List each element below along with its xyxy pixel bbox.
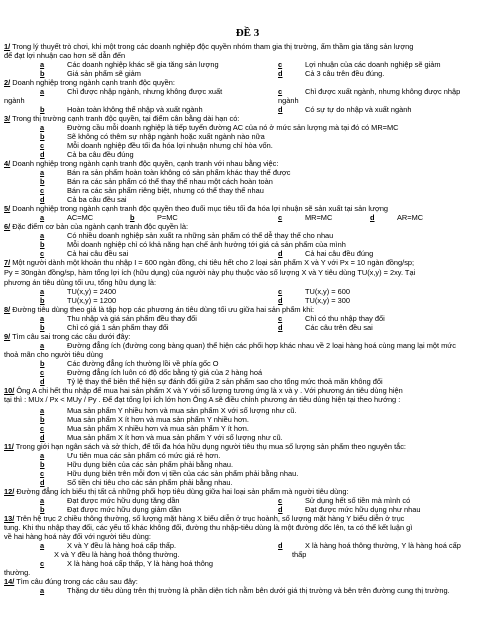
answer-option	[40, 341, 456, 350]
option-letter: d	[278, 296, 283, 305]
question-number: 1/	[4, 42, 11, 51]
question-text: tung. Khi thu nhập thay đổi, các yếu tố khác không đổi, đường thu nhập-tiêu dùng là một đường dốc lên, ta có thể kết luận gì	[4, 523, 413, 532]
option-letter: c	[278, 314, 283, 323]
option-text: Đạt được mức hữu dụng giảm dần	[67, 505, 182, 514]
option-letter: a	[40, 451, 45, 460]
question-number: 14/	[4, 577, 15, 586]
question-stem	[4, 577, 491, 586]
option-letter: c	[40, 368, 45, 377]
question-text: Doanh nghiệp trong ngành cạnh tranh độc quyền, cạnh tranh với nhau bằng việc:	[10, 159, 279, 168]
option-text-continued	[54, 550, 179, 559]
answer-option	[40, 314, 197, 323]
option-text: Cả hai câu đều sai	[67, 249, 129, 258]
answer-option	[40, 296, 116, 305]
question-number: 12/	[4, 487, 15, 496]
option-text: X là hàng hoá thông thường, Y là hàng hoá cấp	[305, 541, 461, 550]
answer-option	[40, 559, 213, 568]
answer-option	[40, 240, 346, 249]
option-letter: c	[278, 213, 283, 222]
option-letter: a	[40, 586, 45, 595]
answer-option	[40, 213, 93, 222]
option-letter: b	[40, 69, 45, 78]
option-letter: d	[40, 377, 45, 386]
option-text: TU(x,y) = 600	[305, 287, 350, 296]
question-text: Doanh nghiệp trong ngành cạnh tranh độc quyền theo đuổi mục tiêu tối đa hóa lợi nhuận sẽ sản xuất tại sản lượng	[10, 204, 389, 213]
answer-option	[40, 168, 290, 177]
answer-option	[40, 451, 220, 460]
option-text: Chỉ có giá 1 sản phẩm thay đổi	[67, 323, 169, 332]
option-letter: d	[370, 213, 375, 222]
answer-option	[40, 359, 218, 368]
question-text: thoả mãn cho người tiêu dùng	[4, 350, 103, 359]
option-text: ngành	[4, 96, 25, 105]
option-text: Mua sản phẩm X ít hơn và mua sản phẩm Y nhiều hơn.	[67, 415, 249, 424]
option-letter: b	[40, 323, 45, 332]
answer-option	[40, 368, 262, 377]
question-number: 8/	[4, 305, 11, 314]
option-letter: b	[40, 105, 45, 114]
question-text-continued	[4, 523, 491, 532]
option-letter: a	[40, 123, 45, 132]
option-text: X là hàng hoá cấp thấp, Y là hàng hoá thông	[67, 559, 214, 568]
question-text-continued	[4, 568, 491, 577]
option-text: Cả ba câu đều đúng	[67, 150, 134, 159]
option-text: Hoàn toàn không thể nhập và xuất ngành	[67, 105, 203, 114]
option-text: Bán ra sản phẩm hoàn toàn không có sản phẩm khác thay thế được	[67, 168, 291, 177]
answer-option	[40, 586, 450, 595]
option-letter: d	[278, 249, 283, 258]
answer-option	[40, 433, 283, 442]
question-text: tại thì : MUx / Px < MUy / Py . Để đạt tổng lợi ích lớn hơn Ông A sẽ điều chỉnh phương án tiêu dùng hiện tại theo hướng :	[4, 395, 401, 404]
option-text: Số tiền chi tiêu cho các sản phẩm phải bằng nhau.	[67, 478, 233, 487]
option-text: X và Y đều là hàng hoá thông thường.	[54, 550, 180, 559]
answer-option	[278, 213, 332, 222]
exam-title: ĐỀ 3	[235, 27, 260, 39]
question-number: 2/	[4, 78, 11, 87]
option-text: Hữu dụng biên của các sản phẩm phải bằng nhau.	[67, 460, 234, 469]
answer-option	[278, 60, 441, 69]
option-letter: d	[40, 195, 45, 204]
option-letter: c	[278, 496, 283, 505]
option-letter: a	[40, 314, 45, 323]
option-text: Đạt được mức hữu dụng như nhau	[305, 505, 421, 514]
question-text-continued	[4, 51, 491, 60]
option-text: Các câu trên đều sai	[305, 323, 373, 332]
option-text-continued	[278, 96, 299, 105]
option-text: Các doanh nghiệp khác sẽ gia tăng sản lượng	[67, 60, 219, 69]
option-letter: a	[40, 60, 45, 69]
option-letter: b	[40, 460, 45, 469]
question-text: Trong giới hạn ngân sách và sở thích, để tối đa hóa hữu dụng người tiêu thụ mua số lượng sản phẩm theo nguyên tắc:	[13, 442, 406, 451]
option-letter: c	[40, 469, 45, 478]
option-text: Mỗi doanh nghiệp đều tối đa hóa lợi nhuận nhưng chỉ hòa vốn.	[67, 141, 273, 150]
question-stem	[4, 114, 491, 123]
option-letter: b	[40, 505, 45, 514]
question-stem	[4, 42, 491, 51]
option-letter: d	[40, 433, 45, 442]
option-text: Giá sản phẩm sẽ giảm	[67, 69, 141, 78]
answer-option	[40, 505, 181, 514]
answer-option	[40, 424, 249, 433]
answer-option	[40, 478, 233, 487]
answer-option	[278, 541, 461, 550]
answer-option	[40, 406, 297, 415]
question-text: thường.	[4, 568, 31, 577]
option-letter: d	[278, 105, 283, 114]
question-stem	[4, 159, 491, 168]
option-text: Chỉ có thu nhập thay đổi	[305, 314, 385, 323]
question-text: Doanh nghiệp trong ngành cạnh tranh độc quyền:	[10, 78, 175, 87]
answer-option	[40, 177, 273, 186]
option-text: ngành	[278, 96, 299, 105]
answer-option	[40, 60, 219, 69]
question-text: về hai hàng hoá này đối với người tiêu dùng:	[4, 532, 151, 541]
question-text: Trong thị trường cạnh tranh độc quyền, tại điểm cân bằng dài hạn có:	[10, 114, 240, 123]
option-letter: c	[278, 87, 283, 96]
option-letter: c	[278, 60, 283, 69]
option-text: TU(x,y) = 1200	[67, 296, 117, 305]
option-text: Có nhiều doanh nghiệp sản xuất ra những sản phẩm có thể dễ thay thế cho nhau	[67, 231, 334, 240]
option-text: Cả hai câu đều đúng	[305, 249, 374, 258]
answer-option	[278, 87, 460, 96]
option-letter: d	[40, 478, 45, 487]
question-text: Ông A chi hết thu nhập để mua hai sản phẩm X và Y với số lượng tương ứng là x và y . Với phương án tiêu dùng hiện	[14, 386, 403, 395]
option-text: Sẽ không có thêm sự nhập ngành hoặc xuất ngành nào nữa	[67, 132, 265, 141]
option-letter: c	[40, 249, 45, 258]
option-letter: a	[40, 87, 45, 96]
answer-option	[130, 213, 178, 222]
option-text: Ưu tiên mua các sản phẩm có mức giá rẻ hơn.	[67, 451, 221, 460]
answer-option	[278, 249, 373, 258]
question-number: 11/	[4, 442, 14, 451]
option-letter: b	[40, 415, 45, 424]
answer-option	[40, 287, 116, 296]
answer-option	[40, 231, 333, 240]
option-letter: a	[40, 541, 45, 550]
option-letter: a	[40, 168, 45, 177]
option-text: Các đường đẳng ích thường lồi về phía gốc O	[67, 359, 219, 368]
question-text: Trên hệ trục 2 chiều thông thường, số lượng mặt hàng X biểu diễn ở trục hoành, số lượng mặt hàng Y biểu diễn ở trục	[14, 514, 405, 523]
question-number: 4/	[4, 159, 11, 168]
answer-option	[370, 213, 423, 222]
option-letter: c	[40, 559, 45, 568]
option-text: Thặng dư tiêu dùng trên thị trường là phần diện tích nằm bên dưới giá thị trường và bên trên đường cung thị trường.	[67, 586, 450, 595]
option-text: TU(x,y) = 300	[305, 296, 350, 305]
option-letter: b	[40, 177, 45, 186]
option-text: Thu nhập và giá sản phẩm đều thay đổi	[67, 314, 197, 323]
question-number: 9/	[4, 332, 11, 341]
question-text-continued	[4, 532, 491, 541]
question-stem	[4, 78, 491, 87]
option-text: X và Y đều là hàng hoá cấp thấp.	[67, 541, 177, 550]
option-text: TU(x,y) = 2400	[67, 287, 117, 296]
option-letter: d	[278, 69, 283, 78]
option-text: Mua sản phẩm Y nhiều hơn và mua sản phẩm X với số lượng như cũ.	[67, 406, 297, 415]
question-text: để đạt lợi nhuận cao hơn sẽ dẫn đến	[4, 51, 126, 60]
option-text: Mua sản phẩm X ít hơn và mua sản phẩm Y với số lượng như cũ.	[67, 433, 283, 442]
question-text: Một người dành một khoản thu nhập I = 600 ngàn đồng, chi tiêu hết cho 2 loại sản phẩm X và Y với Px = 10 ngàn đồng/sp;	[10, 258, 415, 267]
question-stem	[4, 204, 491, 213]
option-text: Chỉ được xuất ngành, nhưng không được nhập	[305, 87, 461, 96]
option-letter: c	[40, 141, 45, 150]
question-stem	[4, 258, 491, 267]
answer-option	[40, 541, 176, 550]
option-text: Đường đẳng ích luôn có độ dốc bằng tỷ giá của 2 hàng hoá	[67, 368, 263, 377]
question-stem	[4, 332, 491, 341]
option-text: AC=MC	[67, 213, 94, 222]
question-stem	[4, 305, 491, 314]
option-text: Cả ba câu đều sai	[67, 195, 127, 204]
option-text: Có sự tự do nhập và xuất ngành	[305, 105, 412, 114]
option-letter: d	[278, 505, 283, 514]
answer-option	[40, 186, 264, 195]
option-text-continued	[4, 96, 25, 105]
option-text: Mỗi doanh nghiệp chỉ có khả năng hạn chế ảnh hưởng tới giá cả sản phẩm của mình	[67, 240, 346, 249]
answer-option	[40, 415, 249, 424]
option-letter: a	[40, 496, 45, 505]
question-text: Tìm câu sai trong các câu dưới đây:	[10, 332, 131, 341]
question-number: 10/	[4, 386, 15, 395]
option-letter: b	[40, 359, 45, 368]
option-text: MR=MC	[305, 213, 333, 222]
answer-option	[40, 69, 141, 78]
option-letter: b	[40, 132, 45, 141]
option-letter: a	[40, 287, 45, 296]
question-text: Đường tiêu dùng theo giá là tập hợp các phương án tiêu dùng tối ưu giữa hai sản phẩm khi:	[10, 305, 315, 314]
answer-option	[278, 496, 410, 505]
option-text: thấp	[292, 550, 307, 559]
option-letter: c	[40, 424, 45, 433]
answer-option	[40, 469, 298, 478]
question-text: Đường đẳng ích biểu thị tất cả những phối hợp tiêu dùng giữa hai loại sản phẩm mà người tiêu dùng:	[14, 487, 349, 496]
answer-option	[278, 505, 420, 514]
option-letter: d	[278, 541, 283, 550]
answer-option	[278, 314, 385, 323]
option-text: Mua sản phẩm X nhiều hơn và mua sản phẩm Y ít hơn.	[67, 424, 249, 433]
option-letter: c	[278, 287, 283, 296]
question-text: Đặc điểm cơ bản của ngành cạnh tranh độc quyền là:	[10, 222, 188, 231]
question-stem	[4, 222, 491, 231]
option-letter: c	[40, 186, 45, 195]
question-number: 6/	[4, 222, 11, 231]
question-text: Tìm câu đúng trong các câu sau đây:	[14, 577, 138, 586]
answer-option	[40, 377, 383, 386]
answer-option	[278, 296, 350, 305]
answer-option	[40, 150, 134, 159]
option-text: Cả 3 câu trên đều đúng.	[305, 69, 385, 78]
answer-option	[278, 69, 384, 78]
question-text: Trong lý thuyết trò chơi, khi một trong các doanh nghiệp độc quyền nhóm tham gia thị trường, ấm thầm gia tăng sản lượng	[10, 42, 414, 51]
option-letter: b	[40, 296, 45, 305]
option-letter: a	[40, 406, 45, 415]
option-text: Hữu dụng biên trên mỗi đơn vị tiền của các sản phẩm phải bằng nhau.	[67, 469, 299, 478]
question-stem	[4, 386, 491, 395]
option-letter: b	[40, 240, 45, 249]
answer-option	[40, 460, 233, 469]
question-stem	[4, 442, 491, 451]
answer-option	[40, 123, 398, 132]
option-text-continued	[292, 550, 306, 559]
answer-option	[278, 105, 411, 114]
option-letter: a	[40, 231, 45, 240]
answer-option	[40, 132, 265, 141]
option-letter: d	[278, 323, 283, 332]
question-text-continued	[4, 278, 491, 287]
question-stem	[4, 514, 491, 523]
question-text-continued	[4, 268, 491, 277]
answer-option	[40, 87, 222, 96]
option-text: Bán ra các sản phẩm riêng biệt, nhưng có thể thay thế nhau	[67, 186, 264, 195]
option-text: Bán ra các sản phẩm có thể thay thế nhau một cách hoàn toàn	[67, 177, 273, 186]
question-number: 13/	[4, 514, 15, 523]
answer-option	[278, 323, 373, 332]
option-letter: d	[40, 150, 45, 159]
question-text: Py = 30ngàn đồng/sp, hàm tổng lợi ích (hữu dụng) của người này phụ thuộc vào số lượng X và Y tiêu dùng TU(x,y) = 2xy. Tại	[4, 268, 416, 277]
question-number: 7/	[4, 258, 11, 267]
option-text: Sử dụng hết số tiền mà mình có	[305, 496, 411, 505]
question-stem	[4, 487, 491, 496]
option-text: Đường cầu mỗi doanh nghiệp là tiếp tuyến đường AC của nó ở mức sản lượng mà tại đó có MR=MC	[67, 123, 399, 132]
answer-option	[40, 141, 273, 150]
answer-option	[278, 287, 350, 296]
answer-option	[40, 105, 203, 114]
option-text: Đạt được mức hữu dụng tăng dần	[67, 496, 180, 505]
question-text: phương án tiêu dùng tối ưu, tổng hữu dụng là:	[4, 278, 157, 287]
question-number: 3/	[4, 114, 11, 123]
question-text-continued	[4, 350, 491, 359]
question-text-continued	[4, 395, 491, 404]
option-text: Chỉ được nhập ngành, nhưng không được xuất	[67, 87, 223, 96]
option-text: P=MC	[157, 213, 178, 222]
answer-option	[40, 195, 127, 204]
answer-option	[40, 249, 128, 258]
option-letter: a	[40, 341, 45, 350]
question-number: 5/	[4, 204, 11, 213]
answer-option	[40, 496, 180, 505]
option-text: AR=MC	[397, 213, 424, 222]
option-letter: b	[130, 213, 135, 222]
option-letter: a	[40, 213, 45, 222]
option-text: Lợi nhuận của các doanh nghiệp sẽ giảm	[305, 60, 441, 69]
option-text: Đường đẳng ích (đường cong bàng quan) thể hiện các phối hợp khác nhau về 2 loại hàng hoá cùng mang lại một mức	[67, 341, 456, 350]
option-text: Tỷ lệ thay thế biên thể hiện sự đánh đổi giữa 2 sản phẩm sao cho tổng mức thoả mãn không đổi	[67, 377, 383, 386]
answer-option	[40, 323, 168, 332]
